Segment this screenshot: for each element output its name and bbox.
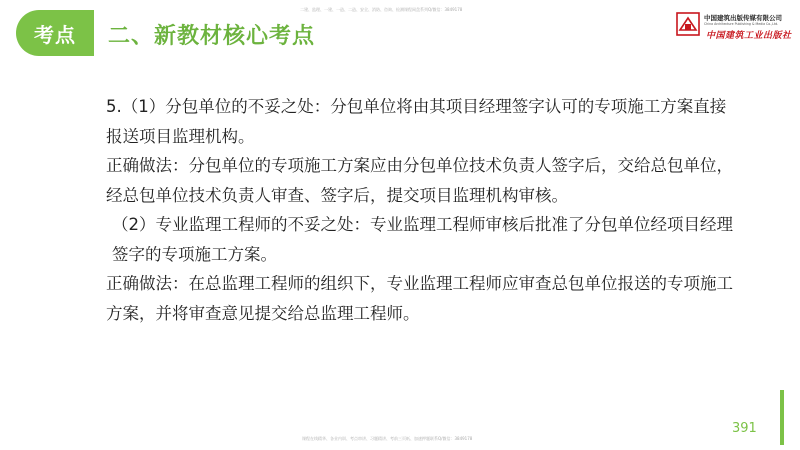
content-body [74, 92, 734, 328]
section-title: 二、新教材核心考点 [108, 24, 316, 49]
page-number: 391 [732, 421, 757, 436]
paragraph-4: 正确做法：在总监理工程师的组织下，专业监理工程师应审查总包单位报送的专项施工方案，并将审查意见提交给总监理工程师。 [106, 274, 733, 323]
paragraph-3: （2）专业监理工程师的不妥之处：专业监理工程师审核后批准了分包单位经项目经理签字的专项施工方案。 [112, 215, 733, 264]
bottom-watermark-note: 课程在线精华、各业内训、考点串讲、习题精讲、考前三页纸、加速押题联系Q/微信：3849178 [302, 436, 473, 441]
accent-side-bar [780, 390, 784, 445]
publisher-name-en: China Architecture Publishing & Media Co.,Ltd. [704, 22, 779, 26]
top-watermark-note: 二建、监理、一建、一造、二造、安全、消防、咨询、检测课程网盘系列Q/微信：3849178 [300, 7, 463, 12]
topic-tab: 考点 [16, 10, 94, 56]
publisher-press-name: 中国建筑工业出版社 [706, 31, 792, 41]
paragraph-1: 5.（1）分包单位的不妥之处：分包单位将由其项目经理签字认可的专项施工方案直接报送项目监理机构。 [106, 97, 727, 146]
paragraph-2: 正确做法：分包单位的专项施工方案应由分包单位技术负责人签字后，交给总包单位，经总包单位技术负责人审查、签字后，提交项目监理机构审核。 [106, 156, 733, 205]
publisher-emblem-icon [676, 12, 700, 36]
publisher-logo [676, 10, 794, 40]
publisher-name-cn: 中国建筑出版传媒有限公司 [704, 14, 782, 22]
